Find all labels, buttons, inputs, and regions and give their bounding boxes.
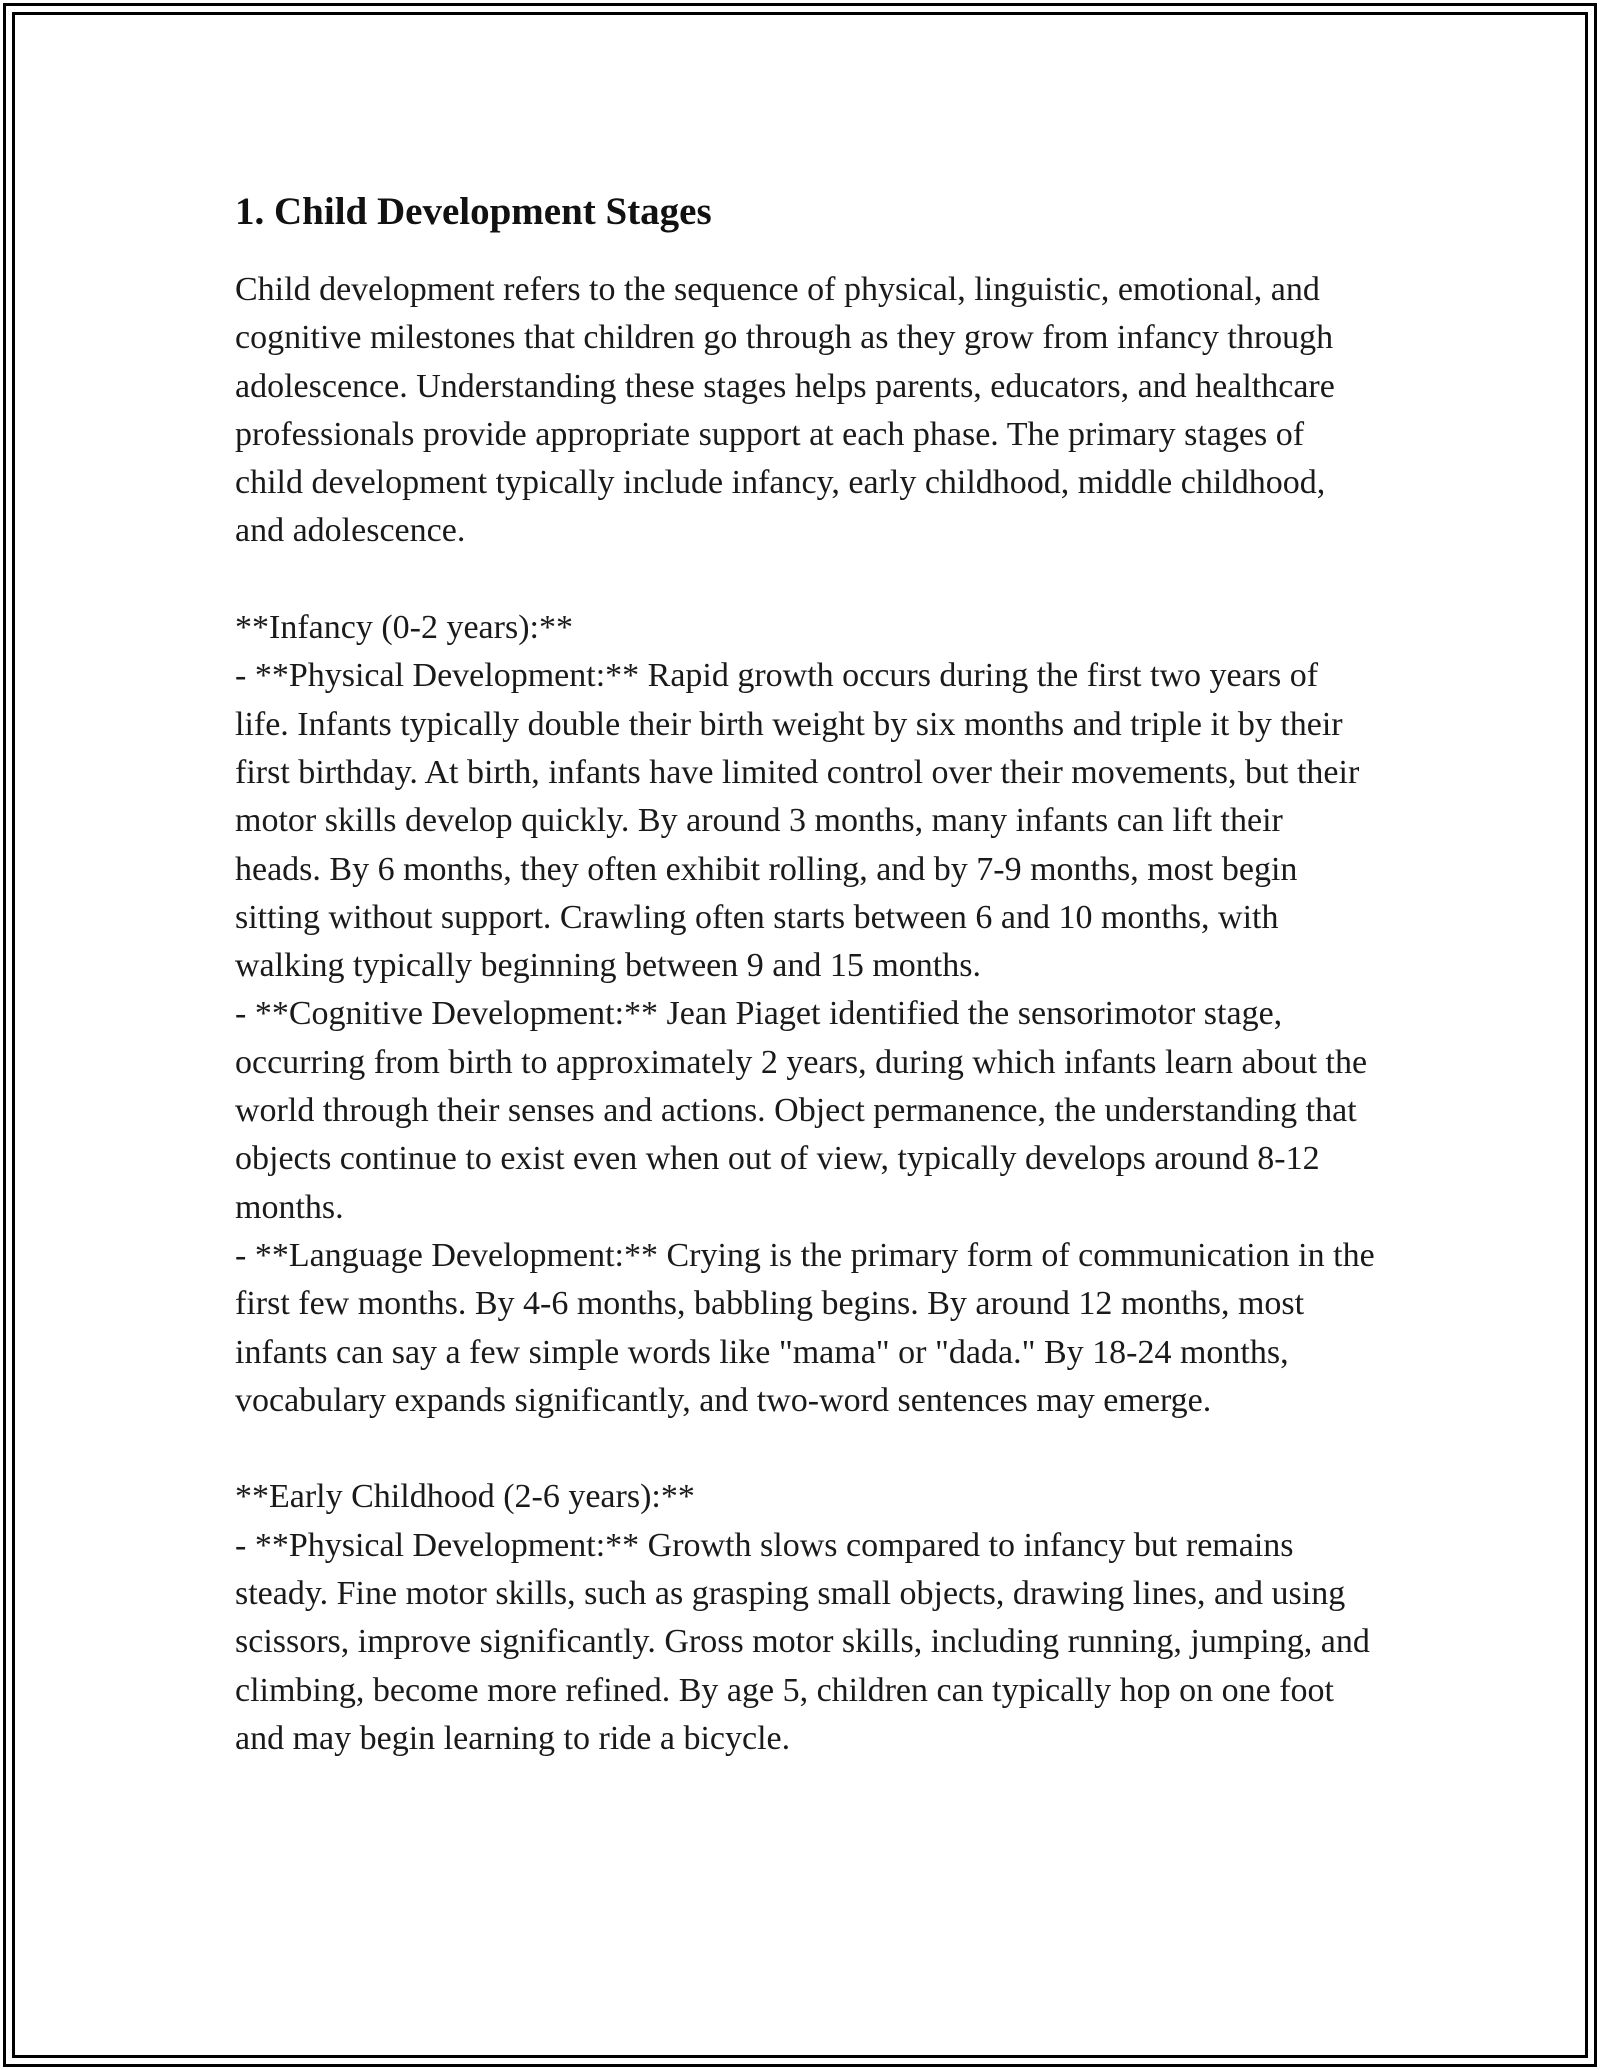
document-body [235, 186, 1375, 1763]
infancy-cognitive-item: - **Cognitive Development:** Jean Piaget identified the sensorimotor stage, occurring from birth to approximately 2 years, during which infants learn about the world through their senses and actions. Object permanence, the understanding that objects continue to exist even when out of view, typically develops around 8-12 months. [235, 995, 1368, 1226]
infancy-physical-item: - **Physical Development:** Rapid growth occurs during the first two years of life. Infants typically double their birth weight by six months and triple it by their first birthday. At birth, infants have limited control over their movements, but their motor skills develop quickly. By around 3 months, many infants can lift their heads. By 6 months, they often exhibit rolling, and by 7-9 months, most begin sitting without support. Crawling often starts between 6 and 10 months, with walking typically beginning between 9 and 15 months. [235, 657, 1360, 985]
early-childhood-physical-item: - **Physical Development:** Growth slows compared to infancy but remains steady. Fine motor skills, such as grasping small objects, drawing lines, and using scissors, improve significantly. Gross motor skills, including running, jumping, and climbing, become more refined. By age 5, children can typically hop on one foot and may begin learning to ride a bicycle. [235, 1526, 1370, 1757]
paragraph-spacer [235, 556, 1375, 604]
infancy-language-item: - **Language Development:** Crying is the primary form of communication in the first few months. By 4-6 months, babbling begins. By around 12 months, most infants can say a few simple words like "mama" or "dada." By 18-24 months, vocabulary expands significantly, and two-word sentences may emerge. [235, 1236, 1375, 1419]
infancy-title: **Infancy (0-2 years):** [235, 609, 573, 647]
early-childhood-title: **Early Childhood (2-6 years):** [235, 1478, 695, 1516]
paragraph-spacer [235, 1425, 1375, 1473]
intro-paragraph: Child development refers to the sequence of physical, linguistic, emotional, and cognitive milestones that children go through as they grow from infancy through adolescence. Understanding these stages helps parents, educators, and healthcare professionals provide appropriate support at each phase. The primary stages of child development typically include infancy, early childhood, middle childhood, and adolescence. [235, 271, 1335, 550]
section-heading: 1. Child Development Stages [235, 190, 712, 233]
